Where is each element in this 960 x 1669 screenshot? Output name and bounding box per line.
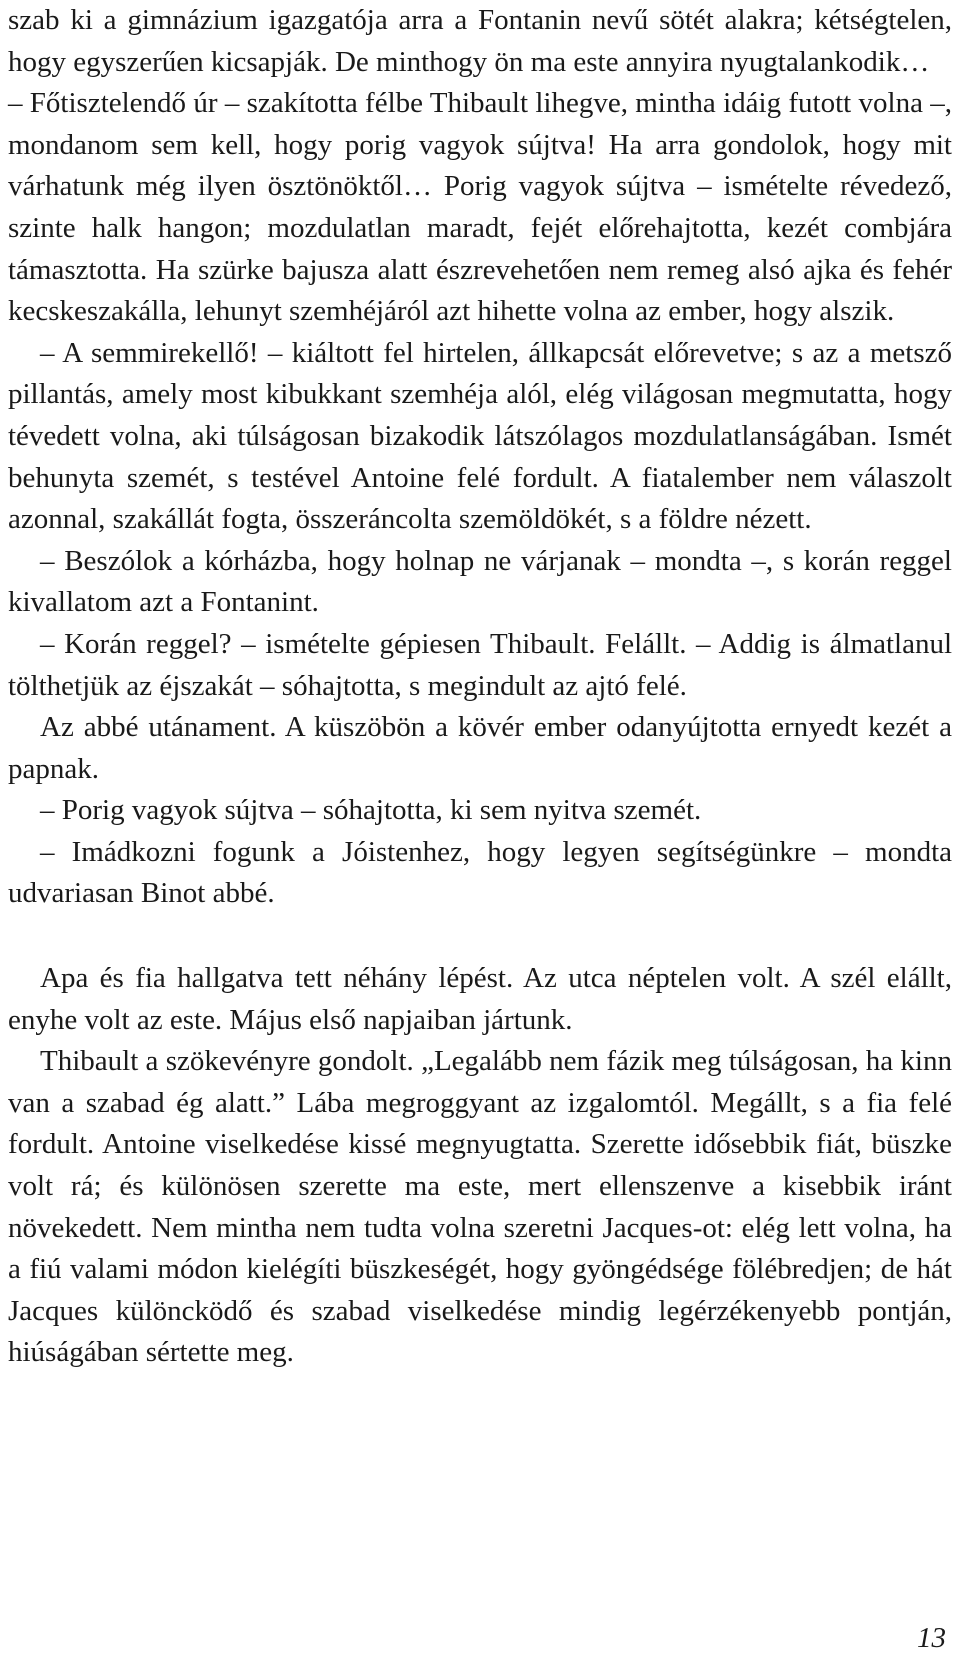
paragraph-10: Thibault a szökevényre gondolt. „Legalább nem fázik meg túlságosan, ha kinn van a szabad ég alatt.” Lába megroggyant az izgalomtól. Megállt, s a fia felé fordult. Antoine viselkedése kissé megnyugtatta. Szerette idősebbik fiát, büszke volt rá; és különösen szerette ma este, mert ellenszenve a kisebbik iránt növekedett. Nem mintha nem tudta volna szeretni Jacques-ot: elég lett volna, ha a fiú valami módon kielégíti büszkeségét, hogy gyöngédsége fölébredjen; de hát Jacques különcködő és szabad viselkedése mindig legérzékenyebb pontján, hiúságában sértette meg. <box>8 1045 952 1369</box>
paragraph-5: – Korán reggel? – ismételte gépiesen Thibault. Felállt. – Addig is álmatlanul tölthetjük az éjszakát – sóhajtotta, s megindult az ajtó felé. <box>8 627 952 702</box>
paragraph-1: szab ki a gimnázium igazgatója arra a Fontanin nevű sötét alakra; kétségtelen, hogy egyszerűen kicsapják. De minthogy ön ma este annyira nyugtalankodik… <box>8 4 952 78</box>
page-number: 13 <box>917 1622 946 1654</box>
paragraph-3: – A semmirekellő! – kiáltott fel hirtelen, állkapcsát előrevetve; s az a metsző pillantás, amely most kibukkant szemhéja alól, elég világosan megmutatta, hogy tévedett volna, aki túlságosan bizakodik látszólagos mozdulatlanságában. Ismét behunyta szemét, s testével Antoine felé fordult. A fiatalember nem válaszolt azonnal, szakállát fogta, összeráncolta szemöldökét, s a földre nézett. <box>8 336 952 536</box>
section-break <box>8 915 952 958</box>
paragraph-6: Az abbé utánament. A küszöbön a kövér ember odanyújtotta ernyedt kezét a papnak. <box>8 711 952 785</box>
paragraph-8: – Imádkozni fogunk a Jóistenhez, hogy legyen segítségünkre – mondta udvariasan Binot abbé. <box>8 835 952 910</box>
paragraph-2: – Főtisztelendő úr – szakította félbe Thibault lihegve, mintha idáig futott volna –, mondanom sem kell, hogy porig vagyok sújtva! Ha arra gondolok, hogy mit várhatunk még ilyen ösztönöktől… Porig vagyok sújtva – ismételte révedező, szinte halk hangon; mozdulatlan maradt, fejét előrehajtotta, kezét combjára támasztotta. Ha szürke bajusza alatt észrevehetően nem remeg alsó ajka és fehér kecskeszakálla, lehunyt szemhéjáról azt hihette volna az ember, hogy alszik. <box>8 87 952 328</box>
paragraph-9: Apa és fia hallgatva tett néhány lépést. Az utca néptelen volt. A szél elállt, enyhe volt az este. Május első napjaiban jártunk. <box>8 962 952 1036</box>
paragraph-4: – Beszólok a kórházba, hogy holnap ne várjanak – mondta –, s korán reggel kivallatom azt a Fontanint. <box>8 544 952 619</box>
page-text <box>8 0 952 1374</box>
paragraph-7: – Porig vagyok sújtva – sóhajtotta, ki sem nyitva szemét. <box>40 794 702 827</box>
